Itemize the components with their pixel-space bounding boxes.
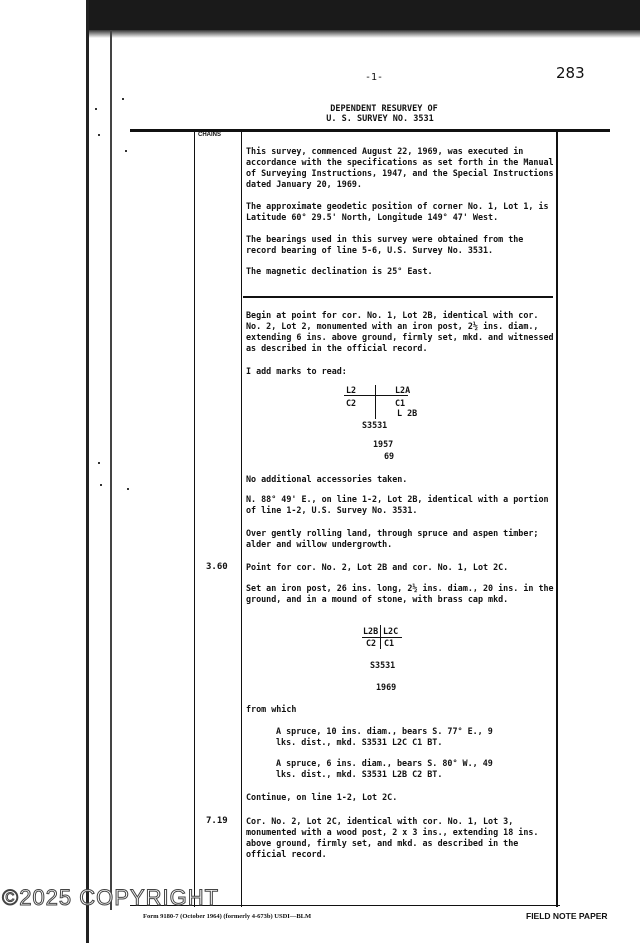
field-note-paper-label: FIELD NOTE PAPER xyxy=(526,911,608,921)
mark-l2b: L 2B xyxy=(397,408,418,418)
page-fold-line xyxy=(110,30,112,910)
document-title: DEPENDENT RESURVEY OF xyxy=(330,104,438,114)
chains-column-rule xyxy=(241,132,242,907)
marks-vertical-rule xyxy=(375,385,376,419)
mark2-c2: C2 xyxy=(366,638,377,648)
copyright-watermark: ©2025 COPYRIGHT xyxy=(2,885,220,910)
document-subtitle: U. S. SURVEY NO. 3531 xyxy=(326,114,434,124)
left-column-rule xyxy=(194,132,195,907)
from-which-text: from which xyxy=(246,704,297,714)
begin-paragraph: Begin at point for cor. No. 1, Lot 2B, identical with cor. No. 2, Lot 2, monumented with an iron post, 2½ ins. diam., extending 6 ins. above ground, firmly set, mkd. and witnessed as described in the official record. xyxy=(246,310,554,353)
scan-strip-fade xyxy=(88,30,640,38)
scan-speck xyxy=(98,134,100,136)
scan-speck xyxy=(98,462,100,464)
mark2-year-1969: 1969 xyxy=(376,682,397,692)
scan-speck xyxy=(127,488,129,490)
iron-post-description: Set an iron post, 26 ins. long, 2½ ins. diam., 20 ins. in the ground, and in a mound of stone, with brass cap mkd. xyxy=(246,583,554,604)
scan-speck xyxy=(100,484,102,486)
intro-paragraph-3: The bearings used in this survey were obtained from the record bearing of line 5-6, U.S. Survey No. 3531. xyxy=(246,234,524,255)
form-number: Form 9180-7 (October 1964) (formerly 4-673b) USDI—BLM xyxy=(143,913,312,920)
point-for-corner-text: Point for cor. No. 2, Lot 2B and cor. No. 1, Lot 2C. xyxy=(246,562,509,572)
mark-l2a: L2A xyxy=(395,385,411,395)
mark-year-1957: 1957 xyxy=(373,439,394,449)
page-number: 283 xyxy=(556,64,585,82)
intro-paragraph-1: This survey, commenced August 22, 1969, was executed in accordance with the specifications as set forth in the Manual of Surveying Instructions, 1947, and the Special Instructions dated January 20, 1969. xyxy=(246,146,554,189)
scan-speck xyxy=(122,98,124,100)
mark-s3531: S3531 xyxy=(362,420,388,430)
terrain-description: Over gently rolling land, through spruce and aspen timber; alder and willow undergrowth. xyxy=(246,528,539,549)
add-marks-text: I add marks to read: xyxy=(246,366,347,376)
marks-horizontal-rule xyxy=(344,395,408,396)
intro-paragraph-2: The approximate geodetic position of corner No. 1, Lot 1, is Latitude 60° 29.5' North, Longitude 149° 47' West. xyxy=(246,201,549,222)
continue-text: Continue, on line 1-2, Lot 2C. xyxy=(246,792,398,802)
scan-left-edge xyxy=(86,0,89,943)
mark-c2: C2 xyxy=(346,398,357,408)
line-description: N. 88° 49' E., on line 1-2, Lot 2B, identical with a portion of line 1-2, U.S. Survey No. 3531. xyxy=(246,494,549,515)
mark-c1: C1 xyxy=(395,398,406,408)
mark-l2: L2 xyxy=(346,385,357,395)
bearing-tree-1: A spruce, 10 ins. diam., bears S. 77° E., 9 lks. dist., mkd. S3531 L2C C1 BT. xyxy=(276,726,493,747)
right-column-rule xyxy=(556,132,558,907)
intro-paragraph-4: The magnetic declination is 25° East. xyxy=(246,266,433,276)
chains-column-label: CHAINS xyxy=(198,132,222,138)
corner-2-description: Cor. No. 2, Lot 2C, identical with cor. No. 1, Lot 3, monumented with a wood post, 2 x 3 ins., extending 18 ins. above ground, firmly set, and mkd. as described in the official record. xyxy=(246,816,539,859)
mark2-s3531: S3531 xyxy=(370,660,396,670)
mark2-c1: C1 xyxy=(384,638,395,648)
no-accessories-text: No additional accessories taken. xyxy=(246,474,408,484)
mark2-l2c: L2C xyxy=(383,626,399,636)
mark2-l2b: L2B xyxy=(363,626,379,636)
chain-value-719: 7.19 xyxy=(206,816,228,826)
scan-dark-strip xyxy=(88,0,640,34)
page-sub-number: -1- xyxy=(365,72,384,83)
bearing-tree-2: A spruce, 6 ins. diam., bears S. 80° W., 49 lks. dist., mkd. S3531 L2B C2 BT. xyxy=(276,758,493,779)
scan-speck xyxy=(125,150,127,152)
section-separator xyxy=(243,296,553,298)
chain-value-360: 3.60 xyxy=(206,562,228,572)
mark-year-69: 69 xyxy=(384,451,395,461)
